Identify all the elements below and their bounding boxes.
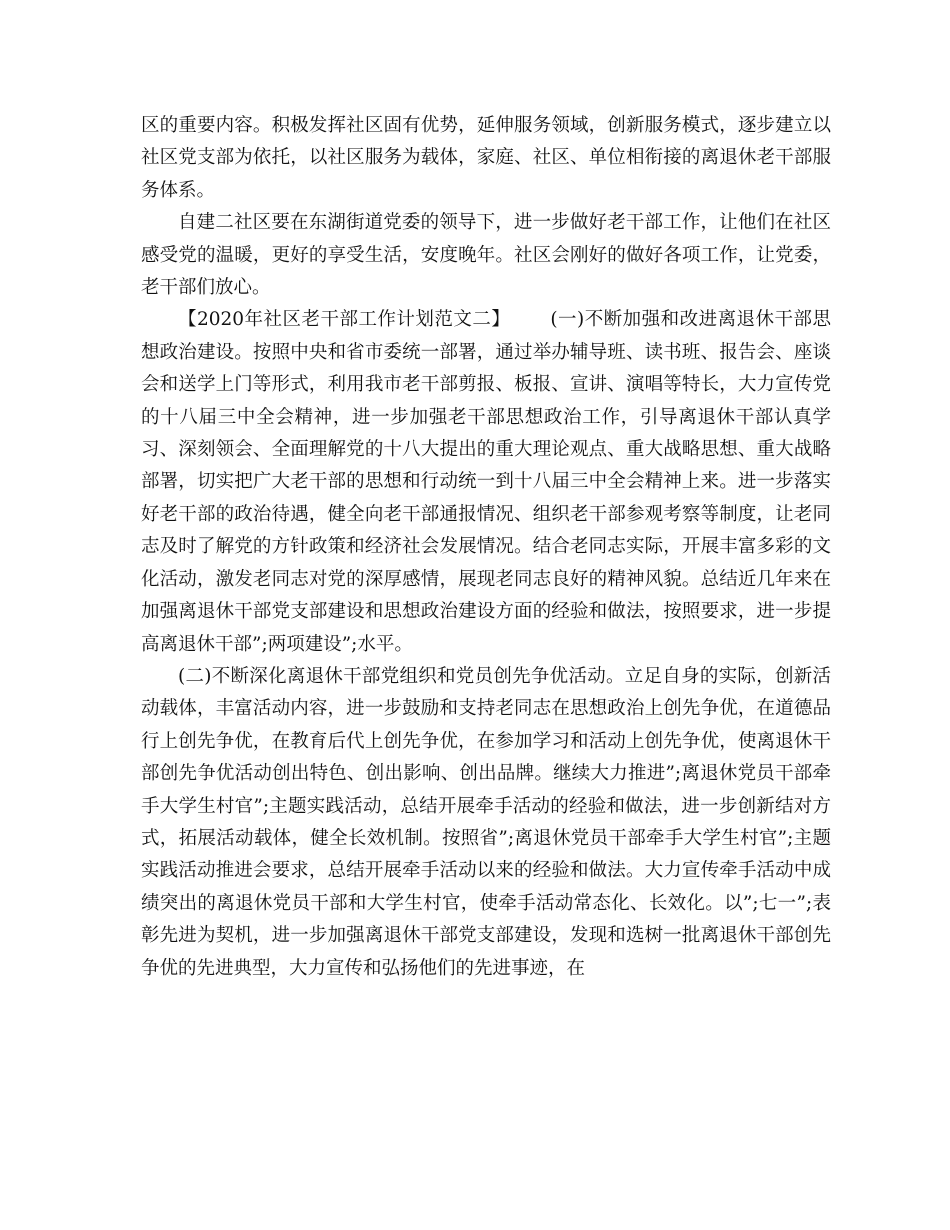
paragraph-political-construction: (一)不断加强和改进离退休干部思想政治建设。按照中央和省市委统一部署，通过举办辅导班、读书班、报告会、座谈会和送学上门等形式，利用我市老干部剪报、板报、宣讲、演唱等特长，大力宣传党的十八届三中全会精神，进一步加强老干部思想政治工作，引导离退休干部认真学习、深刻领会、全面理解党的十八大提出的重大理论观点、重大战略思想、重大战略部署，切实把广大老干部的思想和行动统一到十八届三中全会精神上来。进一步落实好老干部的政治待遇，健全向老干部通报情况、组织老干部参观考察等制度，让老同志及时了解党的方针政策和经济社会发展情况。结合老同志实际，开展丰富多彩的文化活动，激发老同志对党的深厚感情，展现老同志良好的精神风貌。总结近几年来在加强离退休干部党支部建设和思想政治建设方面的经验和做法，按照要求，进一步提高离退休干部”;两项建设”;水平。 <box>141 309 831 655</box>
paragraph-excellence-activity: (二)不断深化离退休干部党组织和党员创先争优活动。立足自身的实际，创新活动载体，丰富活动内容，进一步鼓励和支持老同志在思想政治上创先争优，在道德品行上创先争优，在教育后代上创先争优，在参加学习和活动上创先争优，使离退休干部创先争优活动创出特色、创出影响、创出品牌。继续大力推进”;离退休党员干部牵手大学生村官”;主题实践活动，总结开展牵手活动的经验和做法，进一步创新结对方式，拓展活动载体，健全长效机制。按照省”;离退休党员干部牵手大学生村官”;主题实践活动推进会要求，总结开展牵手活动以来的经验和做法。大力宣传牵手活动中成绩突出的离退休党员干部和大学生村官，使牵手活动常态化、长效化。以”;七一”;表彰先进为契机，进一步加强离退休干部党支部建设，发现和选树一批离退休干部创先争优的先进典型，大力宣传和弘扬他们的先进事迹，在 <box>141 665 831 979</box>
paragraph-community-work: 自建二社区要在东湖街道党委的领导下，进一步做好老干部工作，让他们在社区感受党的温暖，更好的享受生活，安度晚年。社区会刚好的做好各项工作，让党委，老干部们放心。 <box>141 212 831 299</box>
paragraph-section-two <box>141 304 831 660</box>
section-heading: 【2020年社区老干部工作计划范文二】 <box>178 309 511 331</box>
paragraph-continuation: 区的重要内容。积极发挥社区固有优势，延伸服务领域，创新服务模式，逐步建立以社区党支部为依托，以社区服务为载体，家庭、社区、单位相衔接的离退休老干部服务体系。 <box>141 115 831 201</box>
document-body <box>141 110 831 985</box>
